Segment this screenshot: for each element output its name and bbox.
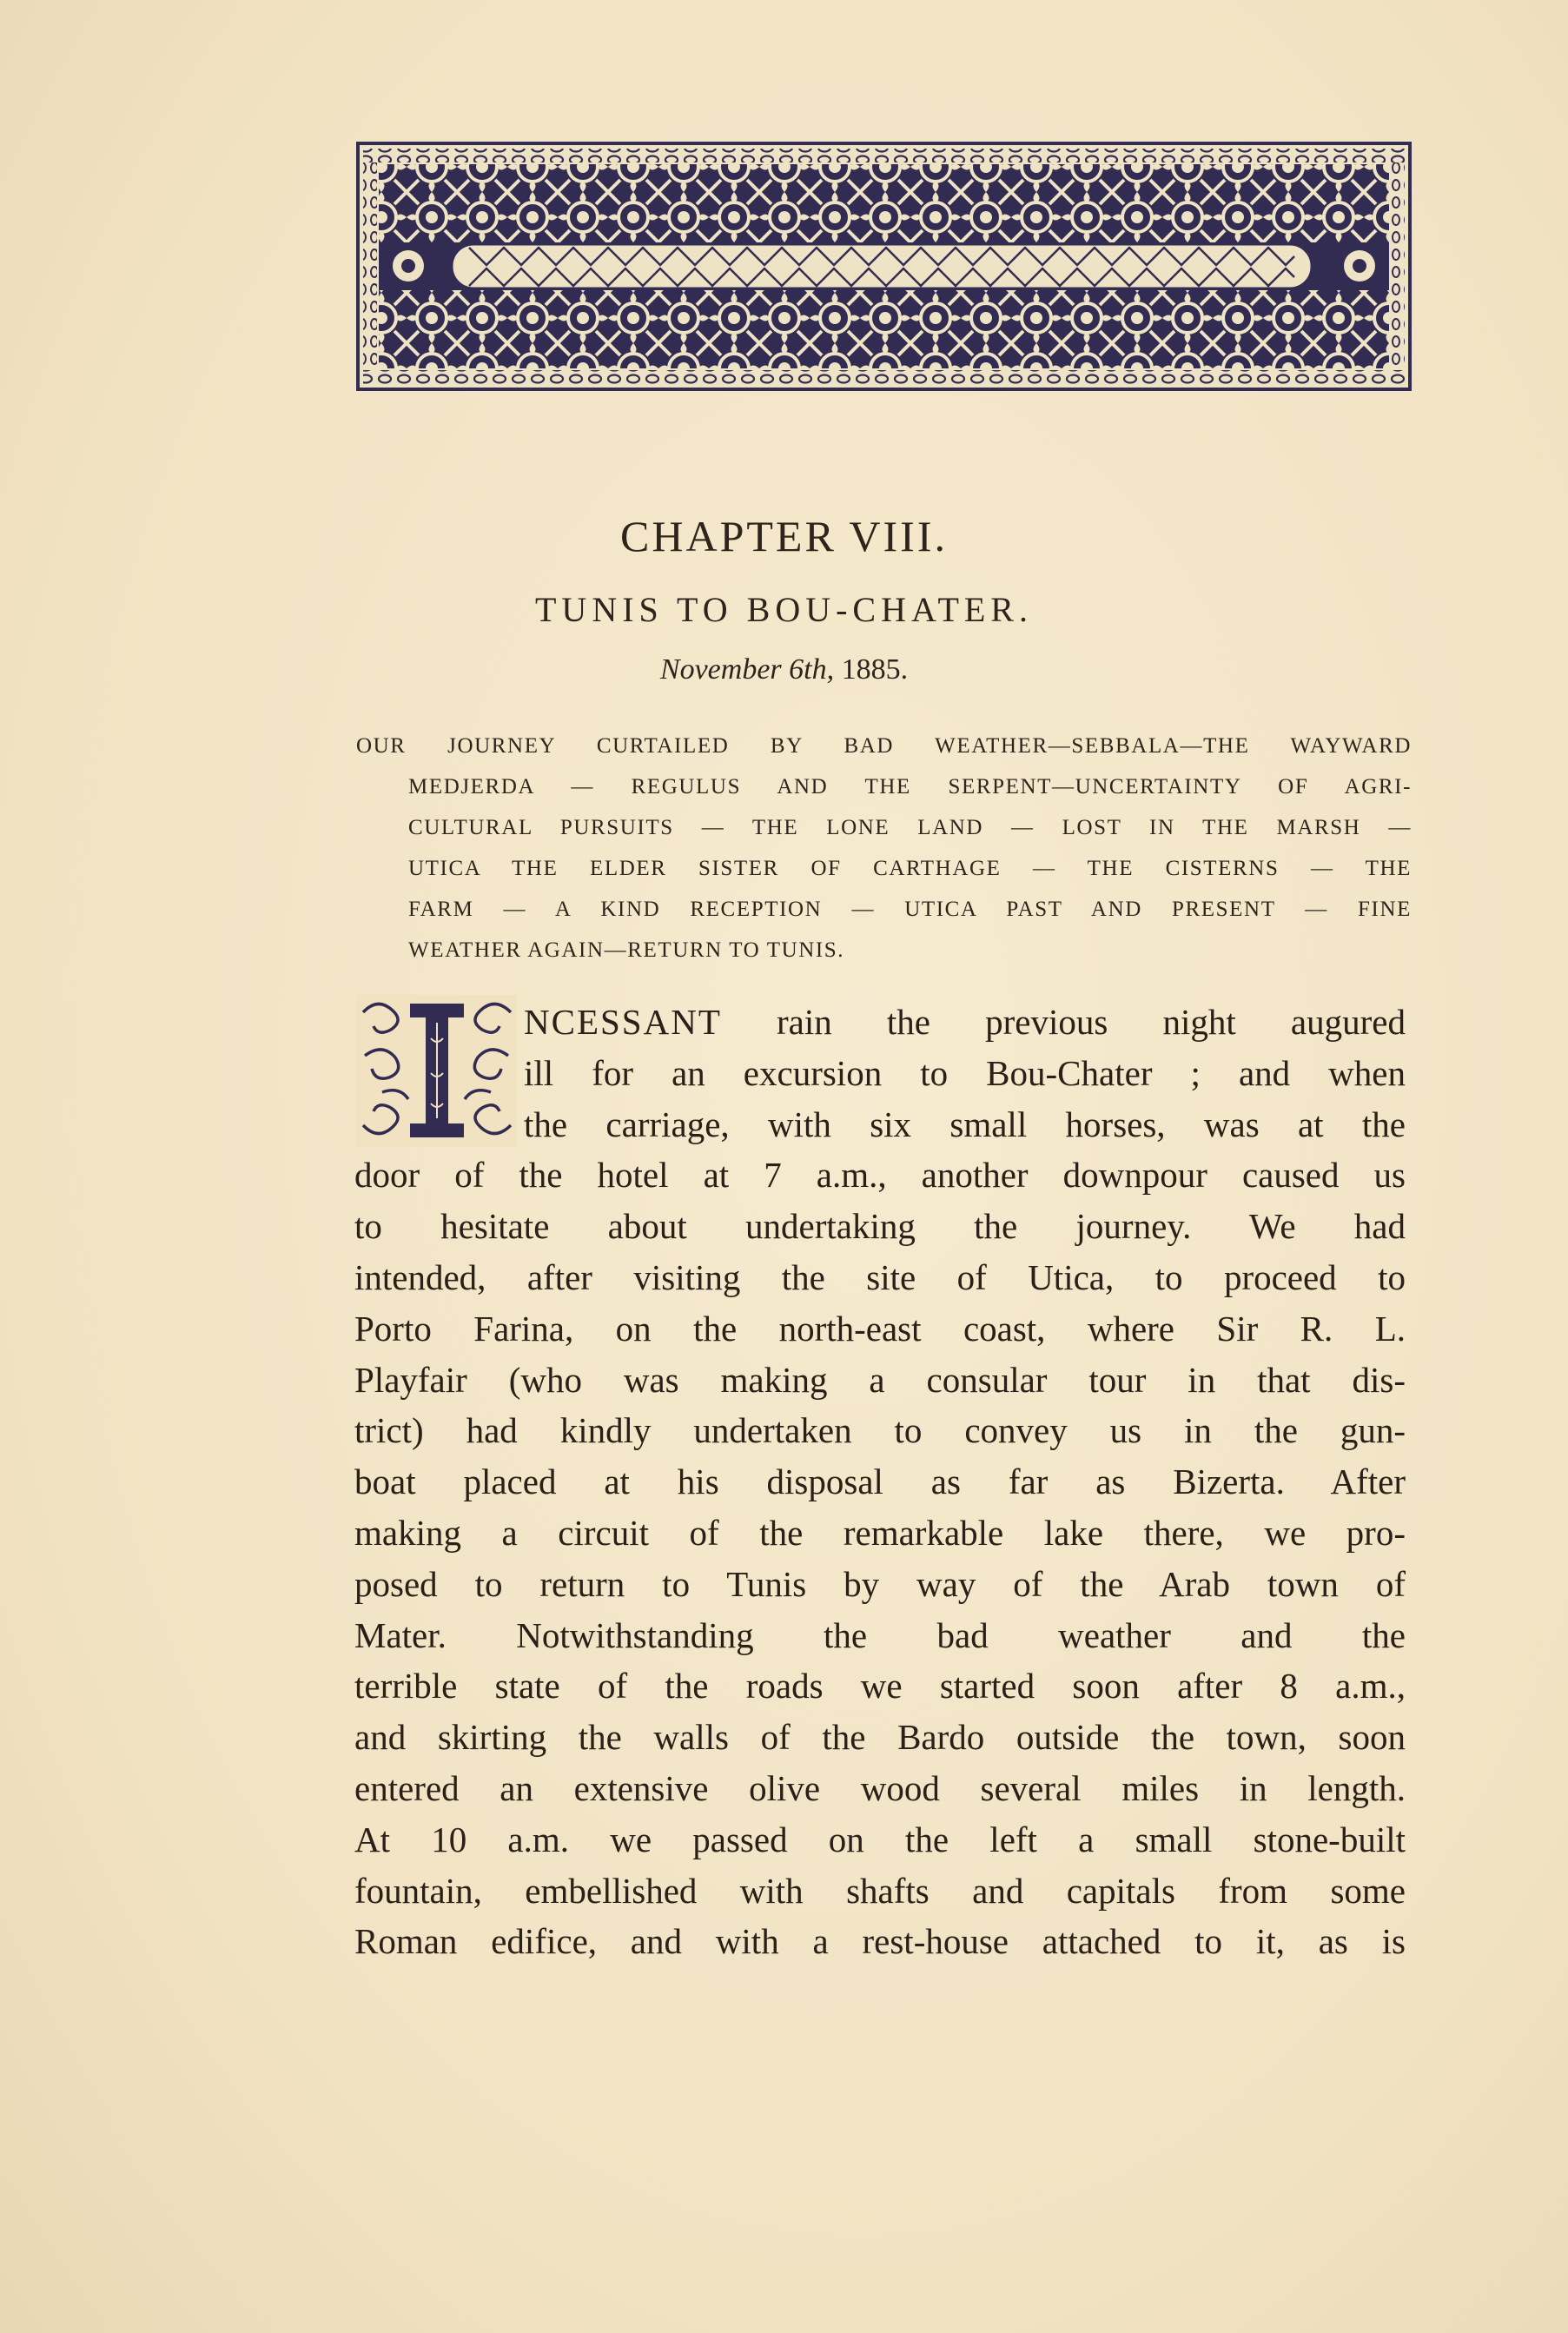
- body-line: Porto Farina, on the north-east coast, where Sir R. L.: [354, 1308, 1406, 1349]
- chapter-date: [0, 653, 1568, 686]
- body-text: [354, 997, 1406, 1967]
- synopsis-line: FARM — A KIND RECEPTION — UTICA PAST AND PRESENT — FINE: [408, 898, 1412, 921]
- body-line: entered an extensive olive wood several miles in length.: [354, 1767, 1406, 1808]
- body-line: [354, 997, 1406, 1048]
- date-month-day: November 6th,: [659, 653, 835, 686]
- chapter-subtitle: TUNIS TO BOU-CHATER.: [535, 590, 1033, 629]
- body-line: intended, after visiting the site of Utica, to proceed to: [354, 1256, 1406, 1297]
- body-line: to hesitate about undertaking the journey. We had: [354, 1206, 1406, 1247]
- first-word: NCESSANT: [524, 1002, 722, 1042]
- body-line: the carriage, with six small horses, was at the: [524, 1104, 1406, 1144]
- body-line: Playfair (who was making a consular tour in that dis-: [354, 1359, 1406, 1400]
- body-line: trict) had kindly undertaken to convey us in the gun-: [354, 1410, 1406, 1451]
- body-line: and skirting the walls of the Bardo outside the town, soon: [354, 1717, 1406, 1758]
- synopsis-line: OUR JOURNEY CURTAILED BY BAD WEATHER—SEBBALA—THE WAYWARD: [356, 734, 1412, 758]
- body-line: At 10 a.m. we passed on the left a small stone-built: [354, 1819, 1406, 1859]
- chapter-synopsis: [356, 726, 1412, 971]
- body-line: ill for an excursion to Bou-Chater ; and when: [524, 1052, 1406, 1093]
- body-line: terrible state of the roads we started soon after 8 a.m.,: [354, 1666, 1406, 1707]
- headpiece-ornament: [356, 142, 1412, 391]
- synopsis-line: UTICA THE ELDER SISTER OF CARTHAGE — THE CISTERNS — THE: [408, 857, 1412, 880]
- body-line: door of the hotel at 7 a.m., another downpour caused us: [354, 1155, 1406, 1196]
- synopsis-line: MEDJERDA — REGULUS AND THE SERPENT—UNCERTAINTY OF AGRI-: [408, 775, 1412, 799]
- date-year: 1885.: [834, 653, 909, 686]
- body-line: posed to return to Tunis by way of the Arab town of: [354, 1563, 1406, 1604]
- body-line: fountain, embellished with shafts and capitals from some: [354, 1870, 1406, 1911]
- synopsis-line: CULTURAL PURSUITS — THE LONE LAND — LOST IN THE MARSH —: [408, 816, 1412, 839]
- chapter-heading: CHAPTER VIII.: [620, 512, 948, 560]
- body-line: Roman edifice, and with a rest-house attached to it, as is: [354, 1921, 1406, 1962]
- body-line: Mater. Notwithstanding the bad weather and the: [354, 1614, 1406, 1655]
- synopsis-line: WEATHER AGAIN—RETURN TO TUNIS.: [408, 938, 845, 962]
- line-rest: rain the previous night augured: [721, 1002, 1406, 1042]
- body-line: making a circuit of the remarkable lake there, we pro-: [354, 1512, 1406, 1553]
- body-line: boat placed at his disposal as far as Bizerta. After: [354, 1461, 1406, 1502]
